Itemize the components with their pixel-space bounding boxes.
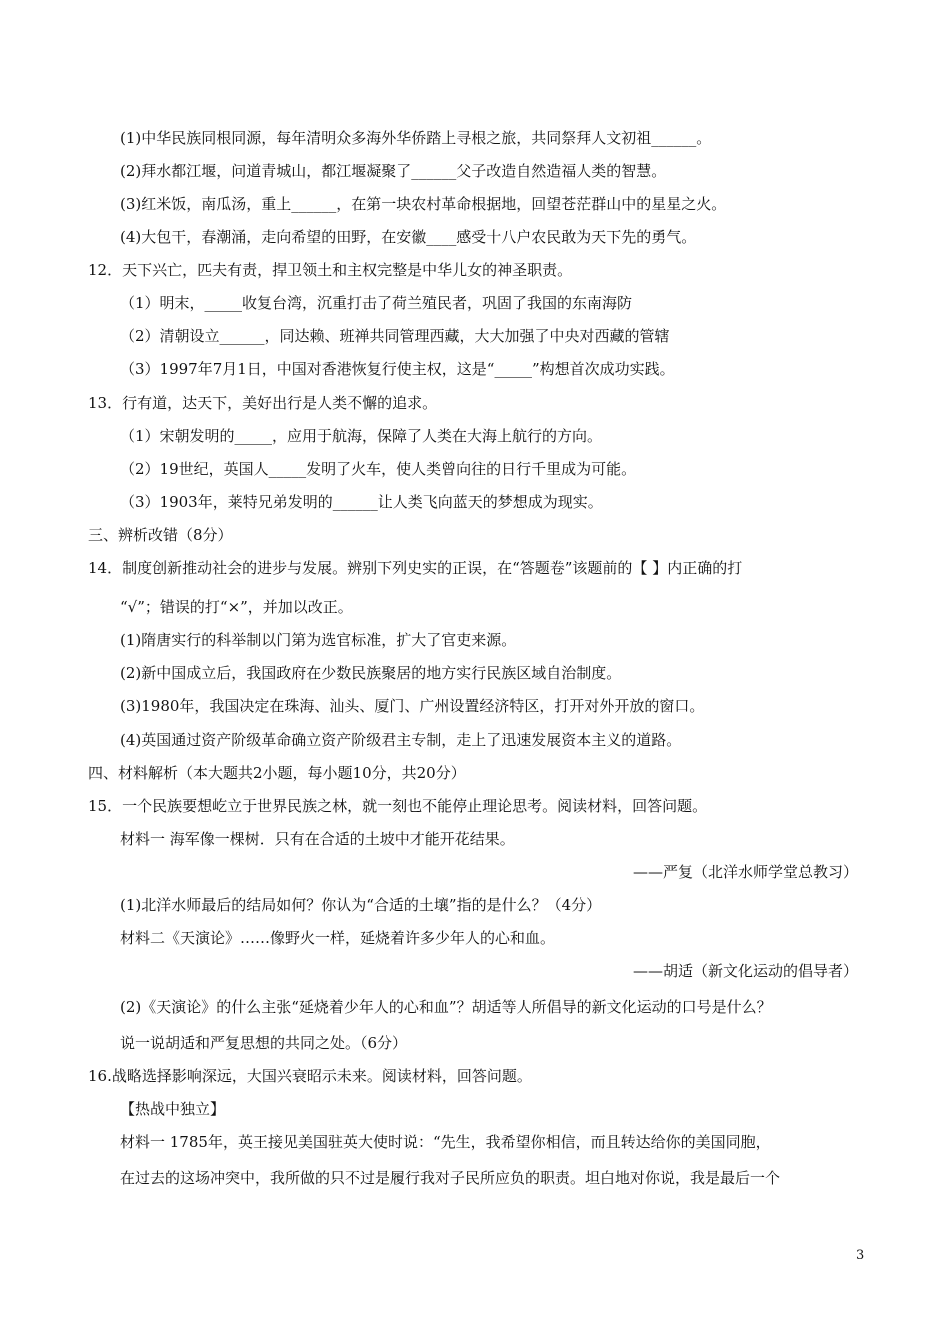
q12-item-3: （3）1997年7月1日，中国对香港恢复行使主权，这是“_____”构想首次成功实践。	[120, 360, 675, 378]
page-number: 3	[856, 1248, 865, 1263]
q12-item-1: （1）明末，_____收复台湾，沉重打击了荷兰殖民者，巩固了我国的东南海防	[120, 294, 633, 312]
q11-item-4: (4)大包干，春潮涌，走向希望的田野，在安徽____感受十八户农民敢为天下先的勇气。	[120, 228, 697, 246]
q15-question-2-line-1: (2)《天演论》的什么主张“延烧着少年人的心和血”？胡适等人所倡导的新文化运动的口号是什么？	[120, 998, 772, 1016]
q14-item-4: (4)英国通过资产阶级革命确立资产阶级君主专制，走上了迅速发展资本主义的道路。	[120, 731, 682, 749]
q14-item-2: (2)新中国成立后，我国政府在少数民族聚居的地方实行民族区域自治制度。	[120, 664, 622, 682]
q13-item-1: （1）宋朝发明的_____，应用于航海，保障了人类在大海上航行的方向。	[120, 427, 603, 445]
q15-material-1: 材料一 海军像一棵树．只有在合适的土坡中才能开花结果。	[120, 830, 515, 848]
q13-item-3: （3）1903年，莱特兄弟发明的______让人类飞向蓝天的梦想成为现实。	[120, 493, 603, 511]
section-4-title: 四、材料解析（本大题共2小题，每小题10分，共20分）	[88, 764, 466, 782]
q14-stem-line-2: “√”；错误的打“×”，并加以改正。	[120, 598, 353, 616]
q14-item-3: (3)1980年，我国决定在珠海、汕头、厦门、广州设置经济特区，打开对外开放的窗口。	[120, 697, 705, 715]
q14-stem-line-1: 14．制度创新推动社会的进步与发展。辨别下列史实的正误，在“答题卷”该题前的【 】内正确的打	[88, 559, 743, 577]
q14-item-1: (1)隋唐实行的科举制以门第为选官标准，扩大了官吏来源。	[120, 631, 517, 649]
q16-stem: 16.战略选择影响深远，大国兴衰昭示未来。阅读材料，回答问题。	[88, 1067, 532, 1085]
q15-material-2: 材料二《天演论》……像野火一样，延烧着许多少年人的心和血。	[120, 929, 556, 947]
q15-question-2-line-2: 说一说胡适和严复思想的共同之处。（6分）	[120, 1034, 408, 1052]
q13-stem: 13．行有道，达天下，美好出行是人类不懈的追求。	[88, 394, 438, 412]
q15-question-1: (1)北洋水师最后的结局如何？你认为“合适的土壤”指的是什么？（4分）	[120, 896, 602, 914]
q11-item-3: (3)红米饭，南瓜汤，重上______，在第一块农村革命根据地，回望苍茫群山中的星星之火。	[120, 195, 727, 213]
q16-material-1-line-1: 材料一 1785年，英王接见美国驻英大使时说：“先生，我希望你相信，而且转达给你的美国同胞，	[120, 1133, 771, 1151]
q16-material-1-line-2: 在过去的这场冲突中，我所做的只不过是履行我对子民所应负的职责。坦白地对你说，我是最后一个	[120, 1169, 781, 1187]
q15-material-1-source: ——严复（北洋水师学堂总教习）	[632, 863, 858, 881]
q11-item-2: (2)拜水都江堰，问道青城山，都江堰凝聚了______父子改造自然造福人类的智慧。	[120, 162, 667, 180]
q15-stem: 15．一个民族要想屹立于世界民族之林，就一刻也不能停止理论思考。阅读材料，回答问题。	[88, 797, 708, 815]
section-3-title: 三、辨析改错（8分）	[88, 526, 233, 544]
q11-item-1: (1)中华民族同根同源，每年清明众多海外华侨踏上寻根之旅，共同祭拜人文初祖______。	[120, 129, 712, 147]
q12-item-2: （2）清朝设立______，同达赖、班禅共同管理西藏，大大加强了中央对西藏的管辖	[120, 327, 670, 345]
q15-material-2-source: ——胡适（新文化运动的倡导者）	[632, 962, 858, 980]
q13-item-2: （2）19世纪，英国人_____发明了火车，使人类曾向往的日行千里成为可能。	[120, 460, 637, 478]
q12-stem: 12．天下兴亡，匹夫有责，捍卫领土和主权完整是中华儿女的神圣职责。	[88, 261, 573, 279]
q16-heading: 【热战中独立】	[120, 1100, 226, 1118]
